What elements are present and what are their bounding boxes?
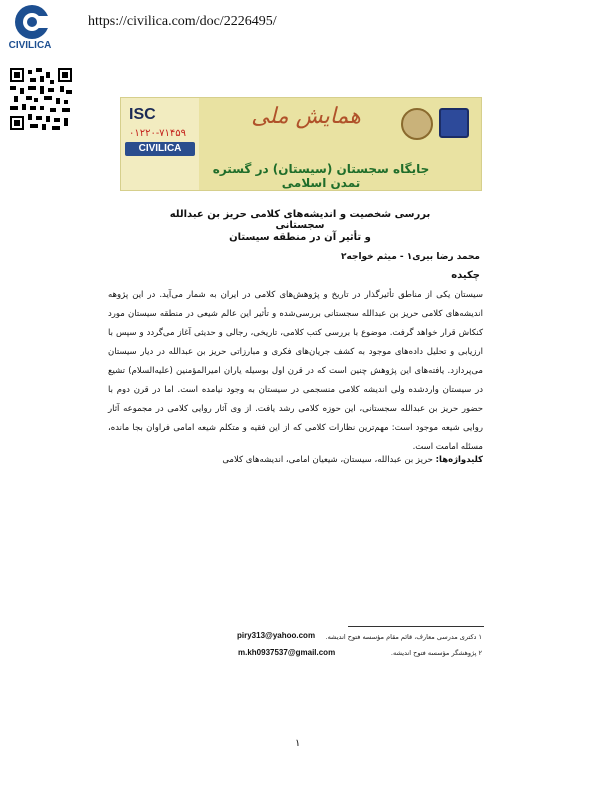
university-seal-icon (401, 108, 433, 140)
institute-logo-icon (439, 108, 469, 138)
paper-title-line2: و تأثیر آن در منطقه سیستان (229, 232, 371, 243)
civilica-logo-icon (14, 4, 50, 40)
abstract-text: سیستان یکی از مناطق تأثیرگذار در تاریخ و پژوهش‌های کلامی در ایران به شمار می‌آید. در این پژوهه اندیشه‌های کلامی حریز بن عبدالله سجستانی بررسی‌شده و تأثیر این عالم شیعی در منطقه سیستان مورد کنکاش قرار خواهد گرفت. موضوع با بررسی کتب کلامی، تاریخی، رجالی و حدیثی آغاز می‌گردد و سپس با ارزیابی و تحلیل داده‌های موجود به کشف جریان‌های فکری و مبارزاتی حریز بن عبدالله در دیار سیستان می‌پردازد. یافته‌های این پژوهش چنین است که در قرن اول بوسیله یاران امیرالمؤمنین (علیه‌السلام) تشیع در سیستان واردشده ولی اندیشه کلامی منسجمی در سیستان به وجود نیامده است. اما در قرن دوم با حضور حریز بن عبدالله سجستانی، این حوزه کلامی رشد یافت. از وی آثار روایی کلامی در مجموعه آثار روایی شیعه موجود است: مهم‌ترین نظارات کلامی که از این فقیه و متکلم شیعه امامی فراوان بجا مانده، مسئله امامت است. (108, 290, 483, 452)
abstract-heading: چکیده (451, 270, 480, 281)
qr-code-icon (10, 68, 72, 130)
footnote-1: ۱ دکتری مدرسی معارف، قائم مقام مؤسسه فتوح اندیشه. (325, 633, 482, 641)
document-url[interactable]: https://civilica.com/doc/2226495/ (88, 14, 277, 29)
banner-title: همایش ملی (251, 104, 361, 129)
page-number: ۱ (295, 738, 301, 749)
footnote-2-email[interactable]: m.kh0937537@gmail.com (238, 648, 336, 657)
conference-banner (120, 97, 482, 191)
footnote-1-email[interactable]: piry313@yahoo.com (237, 631, 316, 640)
isc-label: ISC (129, 106, 156, 123)
keywords-label: کلیدواژه‌ها: (435, 455, 483, 465)
civilica-badge: CIVILICA (125, 142, 195, 156)
footnote-divider (348, 626, 484, 627)
keywords (108, 455, 483, 465)
banner-subtitle: جایگاه سجستان (سیستان) در گستره تمدن اسلامی (212, 162, 430, 190)
authors: محمد رضا بیری۱ - میثم خواجه۲ (341, 252, 480, 262)
isc-code: ۰۱۲۲۰-۷۱۴۵۹ (129, 128, 187, 139)
paper-title-line1: بررسی شخصیت و اندیشه‌های کلامی حریز بن عبدالله سجستانی (169, 209, 431, 231)
footnote-2: ۲ پژوهشگر مؤسسه فتوح اندیشه. (390, 649, 482, 657)
logo-text: CIVILICA (8, 40, 52, 51)
keywords-list: حریز بن عبدالله، سیستان، شیعیان امامی، اندیشه‌های کلامی (222, 455, 433, 465)
